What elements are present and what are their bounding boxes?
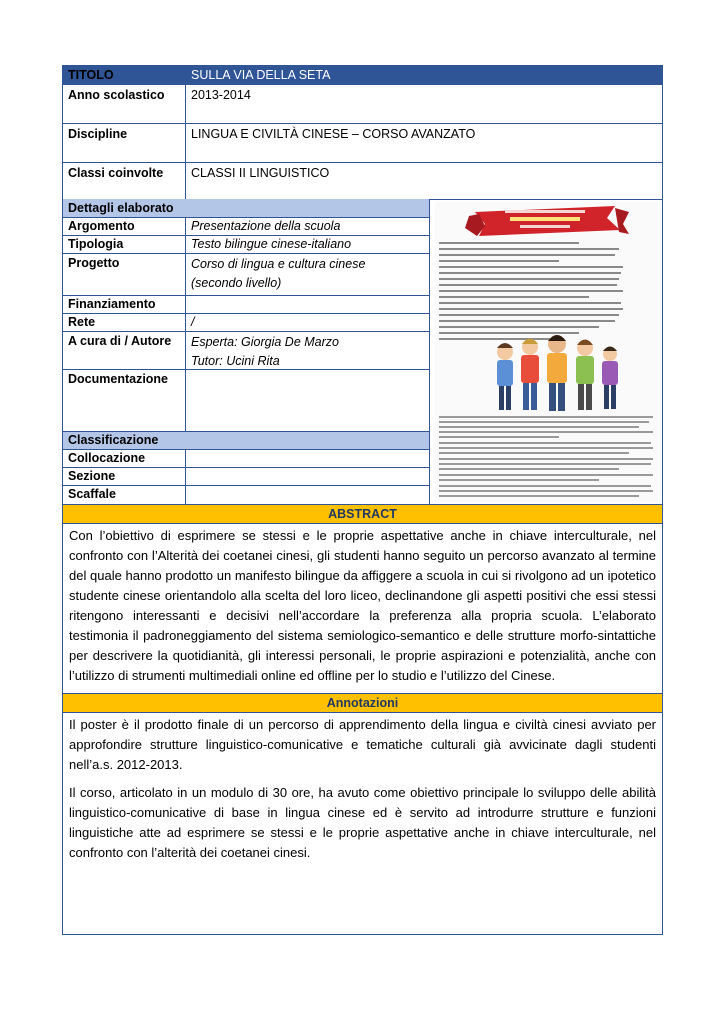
abstract-text: Con l’obiettivo di esprimere se stessi e le proprie aspettative anche in chiave interculturale, nel confronto con l’Alterità dei coetanei cinesi, gli studenti hanno seguito un percorso avanzato al termine del quale hanno prodotto un manifesto bilingue da affiggere a scuola in cui si rivolgono ad un ipotetico studente cinese orientandolo alla scelta del loro liceo, declinandone gli aspetti positivi che essi stessi ritengono interessanti e decisivi nell’accordare la preferenza alla propria scuola. L’elaborato testimonia il padroneggiamento del sistema semiologico-semantico e delle strutture morfo-sintattiche per descrivere la quotidianità, gli interessi personali, le proprie aspirazioni e potenzialità, anche con l’utilizzo di strumenti multimediali online ed offline per lo studio e l’utilizzo del Cinese. bbox=[69, 528, 656, 683]
dettagli-title: Dettagli elaborato bbox=[68, 201, 174, 215]
documentazione-row bbox=[63, 369, 429, 431]
collocazione-label: Collocazione bbox=[68, 451, 146, 465]
progetto-value: Corso di lingua e cultura cinese (secondo livello) bbox=[191, 257, 366, 290]
abstract-band bbox=[63, 505, 662, 523]
dettagli-band bbox=[63, 199, 429, 217]
classi-row bbox=[63, 163, 662, 199]
tipologia-label: Tipologia bbox=[68, 237, 124, 251]
title-value: SULLA VIA DELLA SETA bbox=[191, 68, 331, 82]
finanziamento-row bbox=[63, 295, 429, 313]
documentazione-value bbox=[186, 369, 196, 431]
progetto-label: Progetto bbox=[68, 256, 120, 270]
tipologia-value: Testo bilingue cinese-italiano bbox=[191, 237, 352, 251]
autore-values bbox=[186, 331, 344, 369]
title-row bbox=[63, 66, 662, 84]
classi-value: CLASSI II LINGUISTICO bbox=[191, 166, 330, 180]
document-sheet bbox=[62, 65, 663, 935]
anno-value: 2013-2014 bbox=[191, 88, 251, 102]
autore-tutor: Tutor: Ucini Rita bbox=[191, 354, 280, 368]
rete-row bbox=[63, 313, 429, 331]
annotazioni-paragraph-1: Il poster è il prodotto finale di un percorso di apprendimento della lingua e civiltà cinesi avviato per approfondire strutture linguistico-comunicative e tematiche culturali già avvicinate dagli studenti nell’a.s. 2012-2013. bbox=[69, 717, 656, 772]
rete-value: / bbox=[191, 315, 195, 329]
autore-row bbox=[63, 331, 429, 369]
classificazione-band bbox=[63, 432, 429, 449]
discipline-row bbox=[63, 124, 662, 162]
finanziamento-label: Finanziamento bbox=[68, 297, 156, 311]
annotazioni-band bbox=[63, 694, 662, 712]
argomento-label: Argomento bbox=[68, 219, 135, 233]
details-block bbox=[63, 199, 430, 504]
classi-label: Classi coinvolte bbox=[68, 166, 164, 180]
classificazione-title: Classificazione bbox=[68, 433, 159, 447]
discipline-label: Discipline bbox=[68, 127, 128, 141]
finanziamento-value bbox=[186, 295, 196, 313]
scaffale-label: Scaffale bbox=[68, 487, 116, 501]
sezione-label: Sezione bbox=[68, 469, 116, 483]
poster-illustration bbox=[435, 202, 659, 502]
rete-label: Rete bbox=[68, 315, 96, 329]
scaffale-row bbox=[63, 485, 429, 504]
argomento-value: Presentazione della scuola bbox=[191, 219, 341, 233]
sezione-row bbox=[63, 467, 429, 485]
annotazioni-paragraph-2: Il corso, articolato in un modulo di 30 ore, ha avuto come obiettivo principale lo sviluppo delle abilità linguistico-comunicative di base in lingua cinese ed è servito ad introdurre strutture e funzioni linguistiche atte ad esprimere se stessi e le proprie aspettative anche in chiave interculturale, nel confronto con l’alterità dei coetanei cinesi. bbox=[69, 785, 656, 860]
documentazione-label: Documentazione bbox=[68, 372, 169, 386]
tipologia-row bbox=[63, 235, 429, 253]
autore-label: A cura di / Autore bbox=[68, 334, 172, 348]
anno-label: Anno scolastico bbox=[68, 88, 165, 102]
annotazioni-title: Annotazioni bbox=[326, 696, 399, 710]
progetto-row bbox=[63, 253, 429, 295]
title-label: TITOLO bbox=[68, 68, 114, 82]
anno-row bbox=[63, 85, 662, 123]
argomento-row bbox=[63, 217, 429, 235]
poster-image bbox=[435, 202, 659, 502]
abstract-title: ABSTRACT bbox=[328, 507, 397, 521]
autore-esperta: Esperta: Giorgia De Marzo bbox=[191, 335, 339, 349]
collocazione-row bbox=[63, 449, 429, 467]
discipline-value: LINGUA E CIVILTÀ CINESE – CORSO AVANZATO bbox=[191, 127, 476, 141]
